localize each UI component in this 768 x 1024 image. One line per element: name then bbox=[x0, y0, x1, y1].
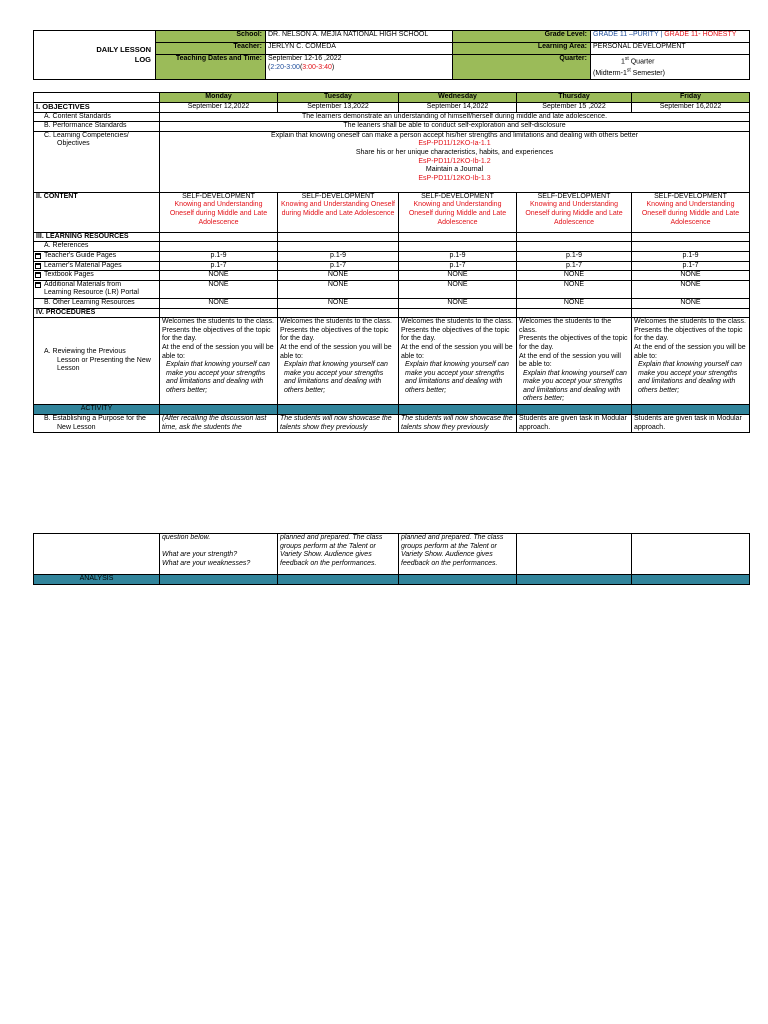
analysis-label: ANALYSIS bbox=[34, 575, 160, 585]
purpose-wednesday: The students will now showcase the talents show they previously bbox=[399, 415, 517, 433]
tg-wednesday: p.1-9 bbox=[399, 251, 517, 261]
purpose-cont-monday: question below. What are your strength? What are your weaknesses? bbox=[160, 534, 278, 575]
content-monday: SELF-DEVELOPMENT Knowing and Understanding Oneself during Middle and Late Adolescence bbox=[160, 192, 278, 232]
quarter-value bbox=[591, 55, 750, 80]
time-slot-a: 2:20-3:00 bbox=[270, 63, 300, 71]
procedures-heading: IV. PROCEDURES bbox=[34, 308, 160, 318]
learning-area-value: PERSONAL DEVELOPMENT bbox=[591, 43, 750, 55]
learners-material-label: Learner's Material Pages bbox=[34, 261, 160, 271]
am-wednesday: NONE bbox=[399, 280, 517, 298]
page-icon bbox=[35, 263, 41, 269]
dll-title-line2: LOG bbox=[134, 54, 151, 64]
additional-materials-label: Additional Materials from Learning Resource (LR) Portal bbox=[34, 280, 160, 298]
other-friday: NONE bbox=[632, 298, 750, 308]
review-wednesday: Welcomes the students to the class. Presents the objectives of the topic for the day. At the end of the session you will be able to: Explain that knowing yourself can make you accept your strengths and limitations and dealing with others better; bbox=[399, 318, 517, 405]
competencies-label: C. Learning Competencies/ Objectives bbox=[34, 131, 160, 192]
purpose-thursday: Students are given task in Modular approach. bbox=[517, 415, 632, 433]
tb-friday: NONE bbox=[632, 271, 750, 281]
tb-tuesday: NONE bbox=[278, 271, 399, 281]
other-monday: NONE bbox=[160, 298, 278, 308]
dll-title bbox=[34, 31, 156, 80]
tb-thursday: NONE bbox=[517, 271, 632, 281]
lm-tuesday: p.1-7 bbox=[278, 261, 399, 271]
date-thursday: September 15 ,2022 bbox=[517, 103, 632, 113]
purpose-friday: Students are given task in Modular approach. bbox=[632, 415, 750, 433]
time-value: (2:20-3:00(3:00-3:40) bbox=[268, 63, 335, 71]
am-friday: NONE bbox=[632, 280, 750, 298]
day-monday: Monday bbox=[160, 93, 278, 103]
teacher-label: Teacher: bbox=[156, 43, 266, 55]
tb-wednesday: NONE bbox=[399, 271, 517, 281]
dll-title-line1: DAILY LESSON bbox=[96, 44, 151, 54]
tg-tuesday: p.1-9 bbox=[278, 251, 399, 261]
purpose-monday: (After recalling the discussion last time, ask the students the bbox=[160, 415, 278, 433]
dates-value bbox=[266, 55, 453, 80]
competency-code-3: EsP-PD11/12KO-Ib-1.3 bbox=[418, 174, 491, 182]
date-tuesday: September 13,2022 bbox=[278, 103, 399, 113]
performance-standards-label: B. Performance Standards bbox=[34, 122, 160, 132]
lm-wednesday: p.1-7 bbox=[399, 261, 517, 271]
day-thursday: Thursday bbox=[517, 93, 632, 103]
other-wednesday: NONE bbox=[399, 298, 517, 308]
content-friday: SELF-DEVELOPMENT Knowing and Understanding Oneself during Middle and Late Adolescence bbox=[632, 192, 750, 232]
competency-3: Maintain a Journal bbox=[425, 166, 484, 174]
day-tuesday: Tuesday bbox=[278, 93, 399, 103]
page-icon bbox=[35, 253, 41, 259]
competency-2: Share his or her unique characteristics, habits, and experiences bbox=[355, 148, 554, 156]
date-wednesday: September 14,2022 bbox=[399, 103, 517, 113]
content-tuesday: SELF-DEVELOPMENT Knowing and Understanding Oneself during Middle and Late Adolescence bbox=[278, 192, 399, 232]
school-value: DR. NELSON A. MEJIA NATIONAL HIGH SCHOOL bbox=[266, 31, 453, 43]
review-friday: Welcomes the students to the class. Presents the objectives of the topic for the day. At the end of the session you will be able to: Explain that knowing yourself can make you accept your strengths and limitations and dealing with others better; bbox=[632, 318, 750, 405]
day-wednesday: Wednesday bbox=[399, 93, 517, 103]
tg-thursday: p.1-9 bbox=[517, 251, 632, 261]
tg-friday: p.1-9 bbox=[632, 251, 750, 261]
other-thursday: NONE bbox=[517, 298, 632, 308]
content-standards-value: The learners demonstrate an understanding of himself/herself during middle and late adolescence. bbox=[160, 112, 750, 122]
date-friday: September 16,2022 bbox=[632, 103, 750, 113]
review-monday: Welcomes the students to the class. Presents the objectives of the topic for the day. At the end of the session you will be able to: Explain that knowing yourself can make you accept your strengths and limitations and dealing with others better; bbox=[160, 318, 278, 405]
competency-code-2: EsP-PD11/12KO-Ib-1.2 bbox=[418, 157, 491, 165]
performance-standards-value: The leaners shall be able to conduct self-exploration and self-disclosure bbox=[160, 122, 750, 132]
am-thursday: NONE bbox=[517, 280, 632, 298]
activity-label: ACTIVITY bbox=[34, 405, 160, 415]
competency-code-1: EsP-PD11/12KO-Ia-1.1 bbox=[418, 140, 491, 148]
review-tuesday: Welcomes the students to the class. Presents the objectives of the topic for the day. At the end of the session you will be able to: Explain that knowing yourself can make you accept your strengths and limitations and dealing with others better; bbox=[278, 318, 399, 405]
review-thursday: Welcomes the students to the class. Presents the objectives of the topic for the day. At the end of the session you will be able to: Explain that knowing yourself can make you accept your strengths and limitations and dealing with others better; bbox=[517, 318, 632, 405]
purpose-tuesday: The students will now showcase the talents show they previously bbox=[278, 415, 399, 433]
date-monday: September 12,2022 bbox=[160, 103, 278, 113]
other-resources-label: B. Other Learning Resources bbox=[34, 298, 160, 308]
day-header-blank bbox=[34, 93, 160, 103]
day-friday: Friday bbox=[632, 93, 750, 103]
purpose-label: B. Establishing a Purpose for the New Lesson bbox=[34, 415, 160, 433]
textbook-label: Textbook Pages bbox=[34, 271, 160, 281]
page-icon bbox=[35, 272, 41, 278]
grade-level-value bbox=[591, 31, 750, 43]
quarter-text: 1st Quarter bbox=[621, 56, 655, 66]
dates-label: Teaching Dates and Time: bbox=[156, 55, 266, 80]
semester-text: (Midterm-1st Semester) bbox=[593, 67, 665, 78]
grade-level-label: Grade Level: bbox=[453, 31, 591, 43]
time-slot-b: 3:00-3:40 bbox=[302, 63, 332, 71]
page-icon bbox=[35, 282, 41, 288]
competencies-value bbox=[160, 131, 750, 192]
am-tuesday: NONE bbox=[278, 280, 399, 298]
am-monday: NONE bbox=[160, 280, 278, 298]
header-table bbox=[33, 30, 750, 80]
content-heading: II. CONTENT bbox=[34, 192, 160, 232]
grade-honesty: GRADE 11- HONESTY bbox=[664, 31, 737, 38]
quarter-label: Quarter: bbox=[453, 55, 591, 80]
purpose-cont-wednesday: planned and prepared. The class groups perform at the Talent or Variety Show. Audience gives feedback on the performances. bbox=[399, 534, 517, 575]
other-tuesday: NONE bbox=[278, 298, 399, 308]
lm-thursday: p.1-7 bbox=[517, 261, 632, 271]
continuation-table bbox=[33, 533, 750, 585]
references-label: A. References bbox=[34, 242, 160, 252]
objectives-heading: I. OBJECTIVES bbox=[34, 103, 160, 113]
tb-monday: NONE bbox=[160, 271, 278, 281]
review-label: A. Reviewing the Previous Lesson or Presenting the New Lesson bbox=[34, 318, 160, 405]
teacher-value: JERLYN C. COMEDA bbox=[266, 43, 453, 55]
content-thursday: SELF-DEVELOPMENT Knowing and Understanding Oneself during Middle and Late Adolescence bbox=[517, 192, 632, 232]
content-standards-label: A. Content Standards bbox=[34, 112, 160, 122]
resources-heading: III. LEARNING RESOURCES bbox=[34, 232, 160, 242]
teachers-guide-label: Teacher's Guide Pages bbox=[34, 251, 160, 261]
tg-monday: p.1-9 bbox=[160, 251, 278, 261]
grade-purity: GRADE 11 –PURITY | bbox=[593, 31, 663, 38]
purpose-cont-tuesday: planned and prepared. The class groups perform at the Talent or Variety Show. Audience gives feedback on the performances. bbox=[278, 534, 399, 575]
dates-text: September 12-16 ,2022 bbox=[268, 55, 342, 62]
content-wednesday: SELF-DEVELOPMENT Knowing and Understanding Oneself during Middle and Late Adolescence bbox=[399, 192, 517, 232]
competency-1: Explain that knowing oneself can make a person accept his/her strengths and limitations and dealing with others better bbox=[271, 131, 638, 139]
school-label: School: bbox=[156, 31, 266, 43]
lm-friday: p.1-7 bbox=[632, 261, 750, 271]
lm-monday: p.1-7 bbox=[160, 261, 278, 271]
learning-area-label: Learning Area: bbox=[453, 43, 591, 55]
lesson-log-table bbox=[33, 92, 750, 433]
